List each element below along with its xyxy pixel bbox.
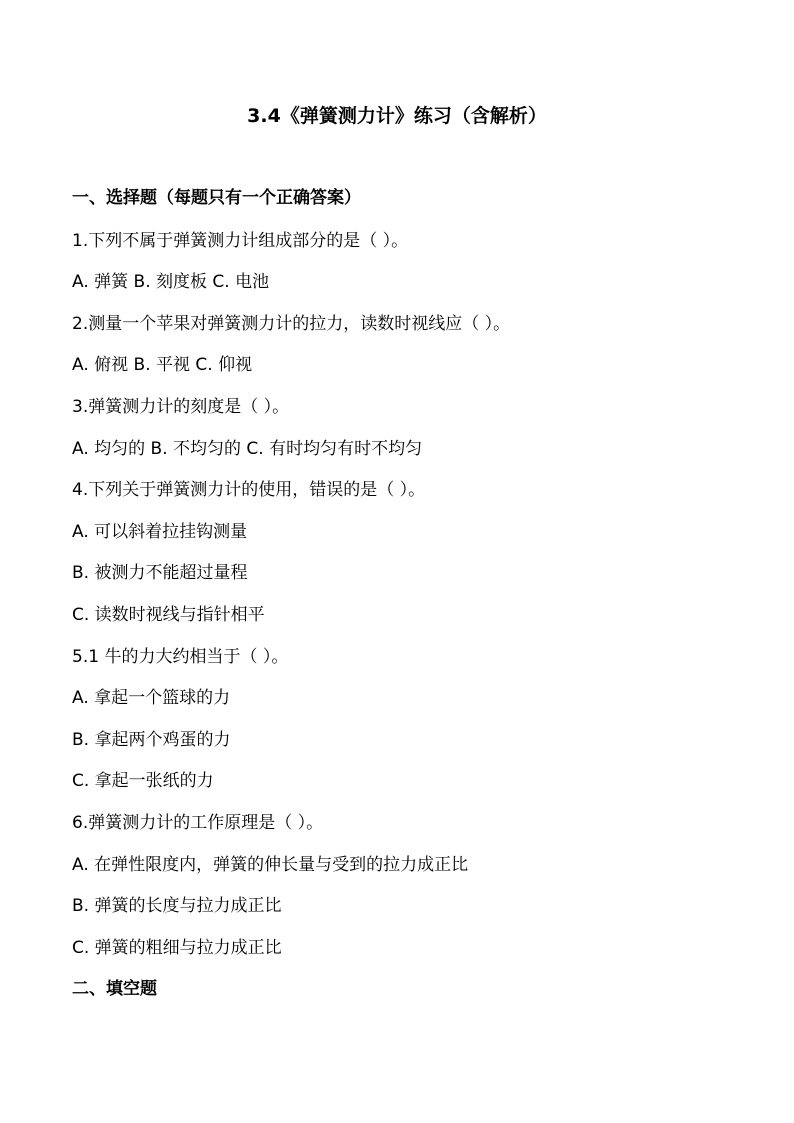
question-5-option-b: B. 拿起两个鸡蛋的力: [72, 730, 231, 750]
question-2-stem: 2.测量一个苹果对弹簧测力计的拉力，读数时视线应（ ）。: [72, 314, 511, 334]
question-5-stem: 5.1 牛的力大约相当于（ ）。: [72, 647, 289, 667]
document-title: 3.4《弹簧测力计》练习（含解析）: [247, 105, 547, 127]
question-4-stem: 4.下列关于弹簧测力计的使用，错误的是（ ）。: [72, 480, 426, 500]
question-1-options: A. 弹簧 B. 刻度板 C. 电池: [72, 272, 270, 292]
question-1-stem: 1.下列不属于弹簧测力计组成部分的是（ ）。: [72, 231, 409, 251]
question-6-stem: 6.弹簧测力计的工作原理是（ ）。: [72, 813, 324, 833]
section-heading-fill-in: 二、填空题: [72, 979, 157, 999]
question-6-option-b: B. 弹簧的长度与拉力成正比: [72, 896, 282, 916]
question-6-option-c: C. 弹簧的粗细与拉力成正比: [72, 938, 282, 958]
question-4-option-a: A. 可以斜着拉挂钩测量: [72, 522, 248, 542]
question-3-stem: 3.弹簧测力计的刻度是（ ）。: [72, 397, 290, 417]
question-5-option-c: C. 拿起一张纸的力: [72, 771, 214, 791]
question-6-option-a: A. 在弹性限度内，弹簧的伸长量与受到的拉力成正比: [72, 855, 469, 875]
question-4-option-b: B. 被测力不能超过量程: [72, 563, 248, 583]
question-5-option-a: A. 拿起一个篮球的力: [72, 688, 231, 708]
section-heading-multiple-choice: 一、选择题（每题只有一个正确答案）: [72, 188, 361, 208]
question-3-options: A. 均匀的 B. 不均匀的 C. 有时均匀有时不均匀: [72, 439, 423, 459]
question-4-option-c: C. 读数时视线与指针相平: [72, 605, 265, 625]
question-2-options: A. 俯视 B. 平视 C. 仰视: [72, 355, 253, 375]
